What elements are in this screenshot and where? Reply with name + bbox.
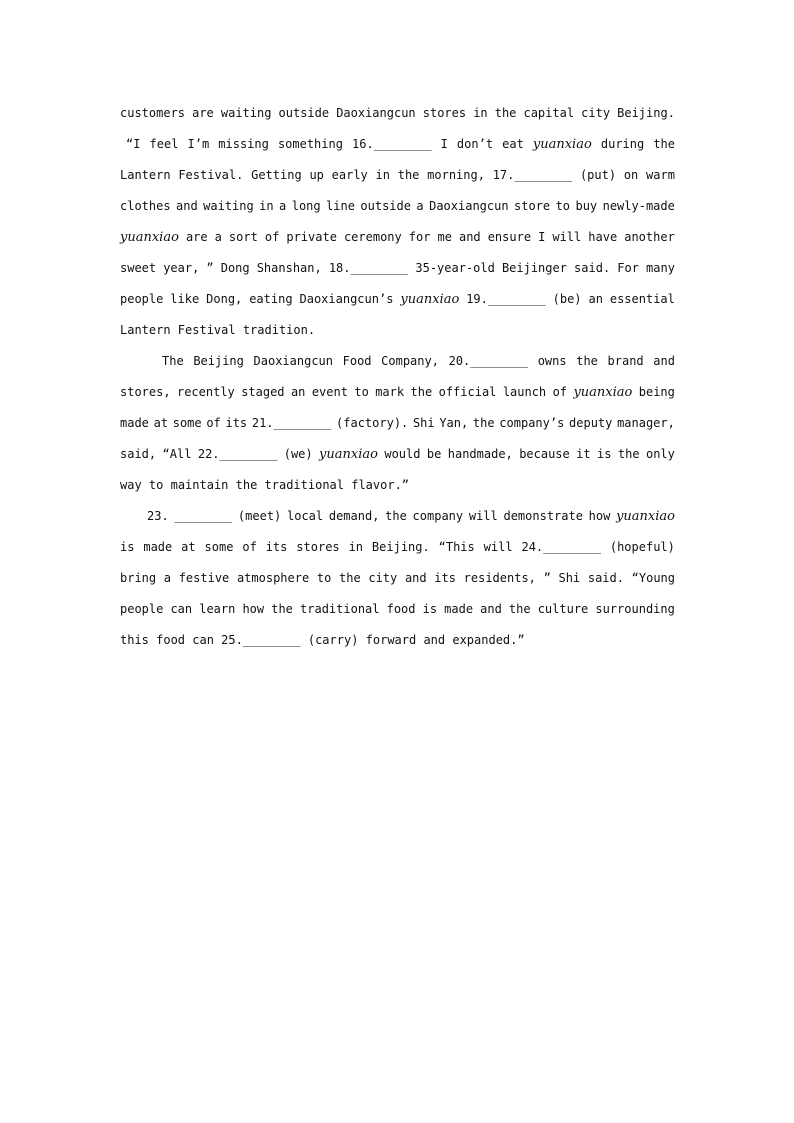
text-line [120,316,675,347]
word: many [646,261,675,275]
word: of [242,540,257,554]
word: is [120,540,135,554]
word: Food [342,354,372,368]
word: Daoxiangcun [253,354,333,368]
word: Beijing. [617,106,675,120]
word: eating [249,292,293,306]
word: the [397,168,420,182]
word: for [408,230,431,244]
word: ensure [487,230,532,244]
word: are [185,230,208,244]
text-line [120,347,675,378]
word: customers [120,106,186,120]
italic-term: yuanxiao [319,447,378,462]
word: a [416,199,424,213]
word: demand, [328,509,380,523]
word: essential [609,292,675,306]
word: Beijinger [501,261,567,275]
word: a [279,199,287,213]
word: (put) [579,168,617,182]
word: will [552,230,582,244]
word: stores, [120,385,171,399]
text-line [120,223,675,254]
word: ” [543,571,551,585]
word: Shanshan, [256,261,322,275]
word: capital [523,106,575,120]
text-line [120,254,675,285]
word: staged [241,385,285,399]
word: The [162,354,184,368]
word: I [538,230,546,244]
word: 35-year-old [415,261,495,275]
word: can [192,633,222,647]
word: buy [575,199,598,213]
word: a [214,230,222,244]
word: the [508,602,531,616]
word: (be) [552,292,582,306]
word: the [235,478,265,492]
word: this [120,633,157,647]
word: event [311,385,348,399]
word: in [259,199,274,213]
word: waiting [220,106,272,120]
word: up [309,168,324,182]
word: eat [502,137,524,151]
word: made [444,602,474,616]
word: 21.________ [251,416,332,430]
word: official [438,385,497,399]
word: warm [646,168,675,182]
word: will [468,509,498,523]
text-line [120,564,675,595]
word: at [181,540,196,554]
word: Shi [412,416,435,430]
word: Lantern [120,323,178,337]
word: line [326,199,355,213]
word: don’t [456,137,494,151]
word: ” [206,261,214,275]
word: city [368,571,398,585]
word: would [384,447,421,461]
word: owns [537,354,567,368]
word: (meet) [237,509,282,523]
word: 24.________ [521,540,601,554]
word: outside [278,106,330,120]
word: flavor.” [351,478,410,492]
word: Beijing. [371,540,430,554]
italic-term: yuanxiao [400,292,460,307]
word: is [422,602,438,616]
word: people [120,292,164,306]
word: learn [199,602,236,616]
word: I [440,137,448,151]
word: on [623,168,639,182]
word: 17.________ [492,168,573,182]
word: the [385,509,407,523]
word: “I [126,137,141,151]
word: ________ [174,509,233,523]
word: its [434,571,456,585]
word: sweet [120,261,157,275]
word: Company, [381,354,439,368]
word: store [514,199,551,213]
word: (carry) [307,633,366,647]
text-line [120,192,675,223]
word: can [170,602,193,616]
word: some [172,416,202,430]
word: morning, [427,168,485,182]
word: are [192,106,214,120]
word: 25.________ [221,633,308,647]
word: residents, [463,571,536,585]
word: me [437,230,452,244]
word: at [153,416,169,430]
word: some [204,540,234,554]
word: is [597,447,612,461]
text-line [120,161,675,192]
word: Daoxiangcun [336,106,416,120]
word: ceremony [343,230,402,244]
word: atmosphere [236,571,310,585]
word: and [480,602,502,616]
italic-term: yuanxiao [573,385,633,400]
word: Lantern [120,168,171,182]
text-line [120,502,675,533]
word: like [170,292,200,306]
word: Festival. [178,168,244,182]
word: the [653,137,675,151]
text-line [120,533,675,564]
word: Beijing [193,354,244,368]
word: expanded.” [452,633,525,647]
word: way [120,478,149,492]
word: festive [178,571,230,585]
word: sort [228,230,258,244]
word: Getting [251,168,302,182]
word: bring [120,571,157,585]
word: Daoxiangcun’s [299,292,394,306]
word: being [638,385,675,399]
word: local [287,509,324,523]
word: handmade, [447,447,513,461]
word: Daoxiangcun [429,199,509,213]
word: Festival [177,323,243,337]
word: (hopeful) [609,540,675,554]
word: the [410,385,433,399]
word: made [143,540,173,554]
word: waiting [203,199,254,213]
text-line [120,440,675,471]
word: have [588,230,618,244]
word: and [176,199,198,213]
word: during [600,137,645,151]
word: to [148,478,171,492]
word: an [588,292,603,306]
word: culture [537,602,589,616]
word: stores [422,106,467,120]
word: traditional [300,602,380,616]
text-line [120,595,675,626]
word: of [552,385,568,399]
word: For [617,261,639,275]
word: said. [587,571,624,585]
word: 19.________ [466,292,546,306]
word: will [483,540,513,554]
word: demonstrate [503,509,583,523]
word: how [588,509,611,523]
word: Shi [558,571,581,585]
word: the [472,416,495,430]
word: of [264,230,280,244]
word: 23. [147,509,169,523]
word: “This [438,540,475,554]
word: launch [502,385,547,399]
word: deputy [569,416,613,430]
word: the [271,602,293,616]
word: be [426,447,442,461]
word: Yan, [439,416,469,430]
word: only [645,447,675,461]
word: people [120,602,164,616]
word: said. [574,261,611,275]
word: its [265,540,288,554]
word: stores [296,540,340,554]
word: in [473,106,488,120]
text-line [120,378,675,409]
word: because [519,447,570,461]
word: (factory). [336,416,409,430]
word: made [120,416,149,430]
word: recently [176,385,235,399]
word: the [576,354,598,368]
word: food [156,633,193,647]
text-line [120,130,675,161]
word: the [617,447,640,461]
word: 16.________ [352,137,432,151]
word: and [653,354,675,368]
word: and [404,571,427,585]
word: private [286,230,337,244]
word: city [581,106,611,120]
word: mark [375,385,405,399]
word: (we) [283,447,313,461]
word: the [339,571,361,585]
italic-term: yuanxiao [616,509,675,524]
word: forward [365,633,424,647]
word: brand [607,354,644,368]
word: in [348,540,364,554]
word: to [555,199,571,213]
word: newly-made [602,199,675,213]
word: missing [218,137,269,151]
word: something [277,137,343,151]
word: Dong, [206,292,243,306]
word: said, [120,447,157,461]
word: 22.________ [197,447,278,461]
word: tradition. [242,323,316,337]
word: surrounding [595,602,675,616]
word: year, [163,261,200,275]
text-line [120,285,675,316]
word: its [225,416,248,430]
text-line [120,409,675,440]
word: an [290,385,306,399]
word: outside [360,199,411,213]
word: 20.________ [448,354,529,368]
word: Dong [220,261,250,275]
word: long [291,199,321,213]
word: maintain [170,478,236,492]
word: it [576,447,591,461]
word: the [494,106,517,120]
italic-term: yuanxiao [532,137,592,152]
word: in [375,168,390,182]
word: “Young [631,571,675,585]
word: food [386,602,416,616]
word: to [354,385,369,399]
word: 18.________ [328,261,409,275]
word: traditional [264,478,352,492]
word: and [423,633,453,647]
italic-term: yuanxiao [120,230,179,245]
word: company’s [499,416,565,430]
word: I’m [187,137,210,151]
text-line [120,626,675,657]
word: and [458,230,481,244]
word: another [624,230,675,244]
word: to [316,571,332,585]
word: clothes [120,199,171,213]
word: company [412,509,464,523]
word: “All [162,447,192,461]
word: of [206,416,221,430]
text-line [120,471,675,502]
word: feel [149,137,179,151]
word: how [242,602,265,616]
word: early [331,168,368,182]
word: a [163,571,172,585]
word: manager, [617,416,675,430]
text-line [120,99,675,130]
document-page [120,99,675,657]
